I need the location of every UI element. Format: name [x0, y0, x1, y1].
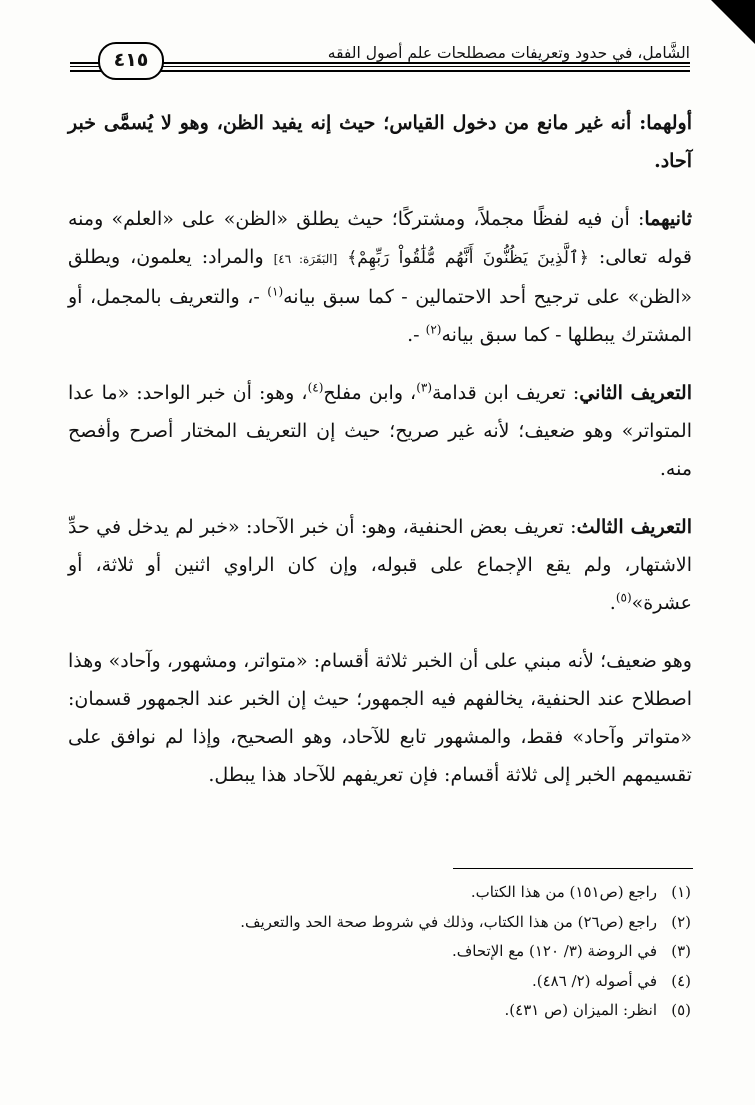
main-text: [68, 104, 692, 814]
paragraph-third-definition: [68, 508, 692, 622]
footnote-number: (٣): [671, 942, 691, 960]
paragraph-text: وهو ضعيف؛ لأنه مبني على أن الخبر ثلاثة أقسام: «متواتر، ومشهور، وآحاد» وهذا اصطلاح عند الحنفية، يخالفهم فيه الجمهور؛ حيث إن الخبر عند الجمهور قسمان: «متواتر وآحاد» فقط، والمشهور تابع للآحاد، وهو الصحيح، وإذا لم نوافق على تقسيمهم الخبر إلى ثلاثة أقسام: فإن تعريفهم للآحاد هذا يبطل.: [68, 650, 692, 786]
header-rule-bottom: [70, 70, 690, 72]
footnote-item: [71, 967, 691, 997]
paragraph-lead: التعريف الثاني: [579, 382, 692, 404]
paragraph-text: -، والتعريف بالمجمل، أو المشترك يبطلها - كما سبق بيانه: [68, 286, 692, 346]
paragraph-lead: أولهما: [646, 112, 692, 134]
paragraph-second-definition: [68, 374, 692, 488]
page-number: ٤١٥: [98, 42, 164, 80]
paragraph-lead: ثانيهما: [644, 208, 692, 230]
footnote-ref-2[interactable]: (٢): [425, 322, 442, 337]
footnote-text: في أصوله (٢/ ٤٨٦).: [531, 971, 657, 990]
paragraph-text: -.: [407, 324, 426, 346]
footnote-separator: [453, 868, 693, 869]
footnote-number: (٤): [671, 971, 691, 990]
footnote-ref-3[interactable]: (٣): [416, 380, 433, 395]
footnote-item: [71, 878, 691, 908]
footnote-item: [71, 908, 691, 938]
footnote-number: (٥): [671, 1001, 691, 1019]
footnote-text: انظر: الميزان (ص ٤٣١).: [504, 1001, 657, 1019]
footnote-number: (٢): [671, 912, 691, 931]
paragraph-text: ، وهو: أن خبر الواحد: «ما عدا المتواتر» وهو ضعيف؛ لأنه غير صريح؛ حيث إن التعريف المختار أصرح وأفصح منه.: [68, 382, 692, 480]
footnote-text: راجع (ص٢٦) من هذا الكتاب، وذلك في شروط صحة الحد والتعريف.: [240, 912, 657, 931]
paragraph-text: : تعريف بعض الحنفية، وهو: أن خبر الآحاد: «خبر لم يدخل في حدِّ الاشتهار، ولم يقع الإجماع على قبوله، وإن كان الراوي اثنين أو ثلاثة، أو عشرة»: [68, 516, 692, 614]
footnote-ref-4[interactable]: (٤): [307, 380, 324, 395]
footnotes: [71, 878, 691, 1026]
footnote-text: في الروضة (٣/ ١٢٠) مع الإتحاف.: [451, 942, 657, 960]
page-header: [70, 40, 690, 88]
paragraph-text: : تعريف ابن قدامة: [432, 382, 580, 404]
quran-verse: ﴿ٱلَّذِينَ يَظُنُّونَ أَنَّهُم مُّلَٰقُواْ رَبِّهِمْ﴾: [347, 248, 589, 268]
footnote-text: راجع (ص١٥١) من هذا الكتاب.: [470, 883, 657, 901]
paragraph-text: : أنه غير مانع من دخول القياس؛ حيث إنه يفيد الظن، وهو لا يُسمَّى خبر آحاد.: [68, 112, 692, 172]
paragraph-text: ، وابن مفلح: [323, 382, 417, 404]
footnote-number: (١): [671, 883, 691, 901]
paragraph-text: والمراد: يعلمون، ويطلق «الظن» على ترجيح أحد الاحتمالين - كما سبق بيانه: [68, 246, 692, 308]
footnote-item: [71, 937, 691, 967]
paragraph-text: .: [609, 592, 616, 614]
footnote-item: [71, 996, 691, 1026]
paragraph-second-objection: [68, 200, 692, 354]
paragraph-critique: [68, 642, 692, 794]
page-corner-decoration: [711, 0, 755, 44]
paragraph-text: : أن فيه لفظًا مجملاً، ومشتركًا؛ حيث يطلق «الظن» على «العلم» ومنه قوله تعالى:: [68, 208, 692, 268]
footnote-ref-1[interactable]: (١): [267, 284, 284, 299]
footnote-ref-5[interactable]: (٥): [615, 590, 632, 605]
paragraph-lead: التعريف الثالث: [576, 516, 692, 538]
quran-reference: [البَقَرَة: ٤٦]: [273, 252, 338, 266]
running-title: الشَّامل، في حدود وتعريفات مصطلحات علم أصول الفقه: [327, 44, 690, 62]
paragraph-first-objection: [68, 104, 692, 180]
